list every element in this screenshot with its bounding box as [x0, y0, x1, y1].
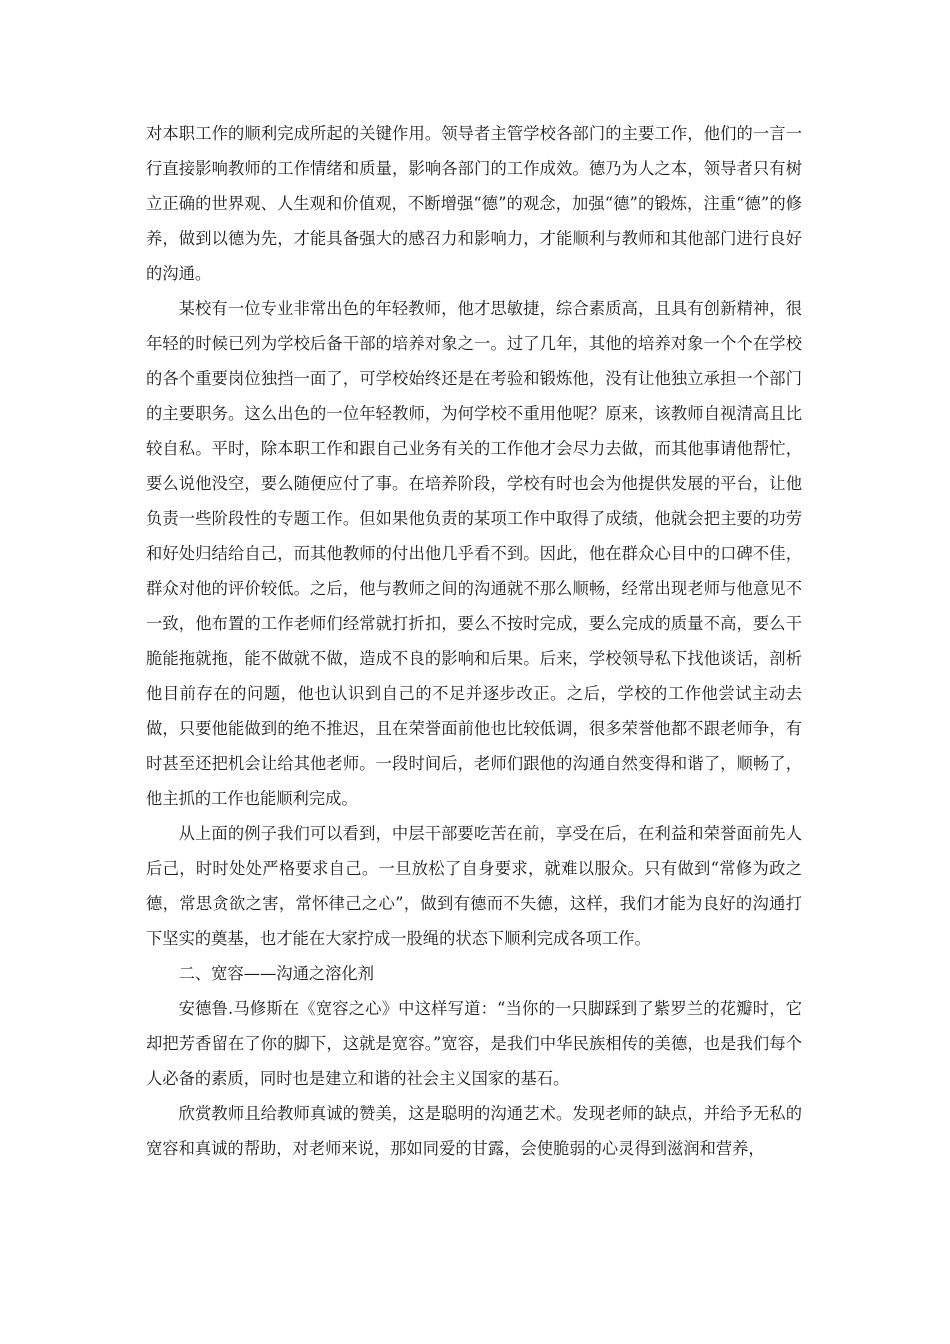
paragraph-continued-leadership-virtue: 对本职工作的顺利完成所起的关键作用。领导者主管学校各部门的主要工作，他们的一言一行直接影响教师的工作情绪和质量，影响各部门的工作成效。德乃为人之本，领导者只有树立正确的世界观、人生观和价值观，不断增强“德”的观念，加强“德”的锻炼，注重“德”的修养，做到以德为先，才能具备强大的感召力和影响力，才能顺利与教师和其他部门进行良好的沟通。 — [146, 124, 802, 283]
paragraph-appreciate-teachers: 欣赏教师且给教师真诚的赞美，这是聪明的沟通艺术。发现老师的缺点，并给予无私的宽容和真诚的帮助，对老师来说，那如同爱的甘露，会使脆弱的心灵得到滋润和营养， — [146, 1104, 802, 1158]
paragraph-example-conclusion: 从上面的例子我们可以看到，中层干部要吃苦在前，享受在后，在利益和荣誉面前先人后己，时时处处严格要求自己。一旦放松了自身要求，就难以服众。只有做到“常修为政之德，常思贪欲之害，常怀律己之心”，做到有德而不失德，这样，我们才能为良好的沟通打下坚实的奠基，也才能在大家拧成一股绳的状态下顺利完成各项工作。 — [146, 824, 802, 948]
paragraph-young-teacher-example: 某校有一位专业非常出色的年轻教师，他才思敏捷，综合素质高，且具有创新精神，很年轻的时候已列为学校后备干部的培养对象之一。过了几年，其他的培养对象一个个在学校的各个重要岗位独挡一面了，可学校始终还是在考验和锻炼他，没有让他独立承担一个部门的主要职务。这么出色的一位年轻教师，为何学校不重用他呢？原来，该教师自视清高且比较自私。平时，除本职工作和跟自己业务有关的工作他才会尽力去做，而其他事请他帮忙，要么说他没空，要么随便应付了事。在培养阶段，学校有时也会为他提供发展的平台，让他负责一些阶段性的专题工作。但如果他负责的某项工作中取得了成绩，他就会把主要的功劳和好处归结给自己，而其他教师的付出他几乎看不到。因此，他在群众心目中的口碑不佳，群众对他的评价较低。之后，他与教师之间的沟通就不那么顺畅，经常出现老师与他意见不一致，他布置的工作老师们经常就打折扣，要么不按时完成，要么完成的质量不高，要么干脆能拖就拖，能不做就不做，造成不良的影响和后果。后来，学校领导私下找他谈话，剖析他目前存在的问题，他也认识到自己的不足并逐步改正。之后，学校的工作他尝试主动去做，只要他能做到的绝不推迟，且在荣誉面前他也比较低调，很多荣誉他都不跟老师争，有时甚至还把机会让给其他老师。一段时间后，老师们跟他的沟通自然变得和谐了，顺畅了，他主抓的工作也能顺利完成。 — [146, 299, 802, 808]
section-heading-tolerance: 二、宽容——沟通之溶化剂 — [178, 964, 374, 983]
document-page — [146, 116, 802, 1166]
paragraph-tolerance-quote: 安德鲁.马修斯在《宽容之心》中这样写道：“当你的一只脚踩到了紫罗兰的花瓣时，它却把芳香留在了你的脚下，这就是宽容。”宽容，是我们中华民族相传的美德，也是我们每个人必备的素质，同时也是建立和谐的社会主义国家的基石。 — [146, 999, 802, 1088]
